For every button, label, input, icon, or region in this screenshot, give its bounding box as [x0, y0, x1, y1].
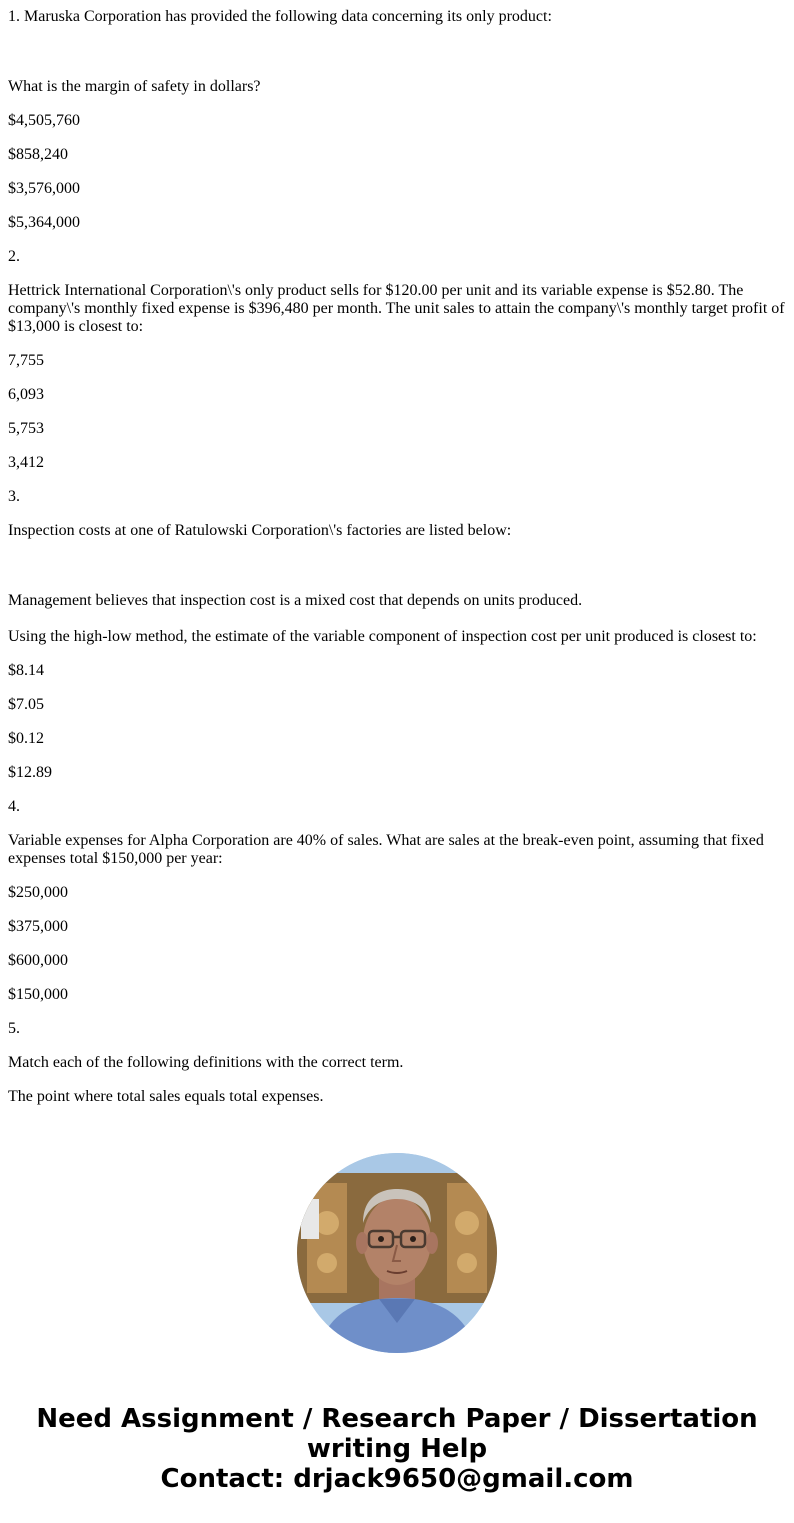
question-1-option-d: $5,364,000 [8, 214, 80, 231]
promo-line-2: writing Help [306, 1434, 488, 1464]
person-photo-icon [297, 1153, 497, 1353]
question-1-option-c: $3,576,000 [8, 180, 80, 197]
question-4-option-c: $600,000 [8, 952, 68, 969]
question-4-option-d: $150,000 [8, 986, 68, 1003]
question-1-option-a: $4,505,760 [8, 112, 80, 129]
question-4-number: 4. [8, 798, 20, 815]
question-3-option-c: $0.12 [8, 730, 44, 747]
question-1-prompt: What is the margin of safety in dollars? [8, 78, 261, 95]
question-3-option-d: $12.89 [8, 764, 52, 781]
question-3-number: 3. [8, 488, 20, 505]
question-5-number: 5. [8, 1020, 20, 1037]
question-4-prompt: Variable expenses for Alpha Corporation are 40% of sales. What are sales at the break-even point, assuming that fixed expenses total $150,000 per year: [8, 832, 764, 867]
promo-line-1: Need Assignment / Research Paper / Dissertation [36, 1404, 758, 1434]
question-2-option-d: 3,412 [8, 454, 44, 471]
promo-banner [0, 1404, 794, 1494]
question-2-number: 2. [8, 248, 20, 265]
question-2-option-b: 6,093 [8, 386, 44, 403]
question-2-prompt: Hettrick International Corporation\'s only product sells for $120.00 per unit and its variable expense is $52.80. The company\'s monthly fixed expense is $396,480 per month. The unit sales to attain the company\'s monthly target profit of $13,000 is closest to: [8, 282, 785, 335]
question-3-option-a: $8.14 [8, 662, 44, 679]
question-3-prompt: Inspection costs at one of Ratulowski Corporation\'s factories are listed below: [8, 522, 512, 539]
question-1-intro: 1. Maruska Corporation has provided the following data concerning its only product: [8, 8, 552, 25]
question-4-option-a: $250,000 [8, 884, 68, 901]
question-2-option-a: 7,755 [8, 352, 44, 369]
question-5-definition: The point where total sales equals total expenses. [8, 1088, 324, 1105]
question-3-note: Management believes that inspection cost is a mixed cost that depends on units produced. [8, 592, 583, 609]
question-4-option-b: $375,000 [8, 918, 68, 935]
question-1-option-b: $858,240 [8, 146, 68, 163]
promo-contact: Contact: drjack9650@gmail.com [160, 1464, 634, 1494]
question-3-prompt-2: Using the high-low method, the estimate of the variable component of inspection cost per unit produced is closest to: [8, 628, 757, 645]
question-5-prompt: Match each of the following definitions with the correct term. [8, 1054, 404, 1071]
question-2-option-c: 5,753 [8, 420, 44, 437]
question-3-option-b: $7.05 [8, 696, 44, 713]
